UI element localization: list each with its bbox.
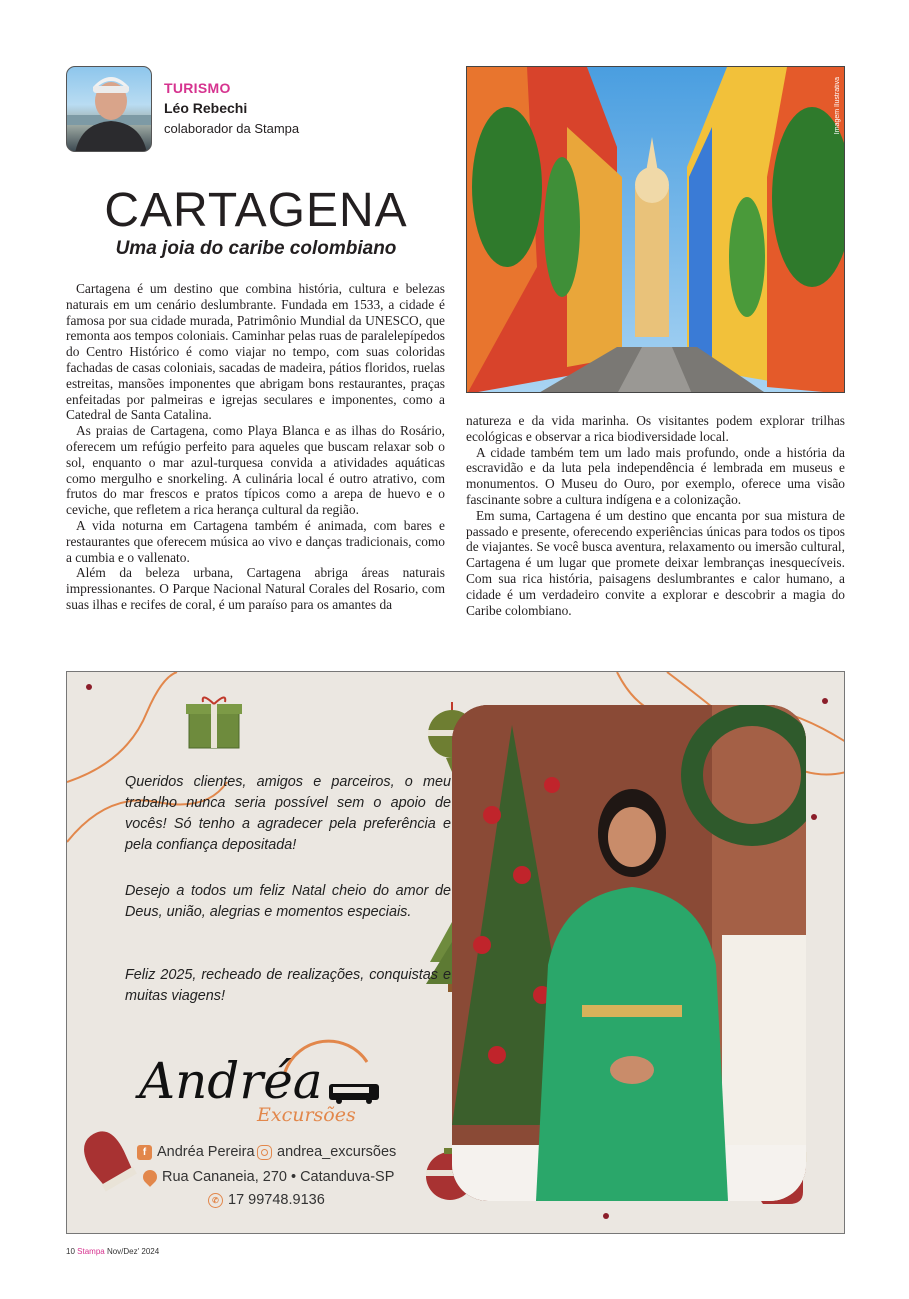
- paragraph: natureza e da vida marinha. Os visitantes podem explorar trilhas ecológicas e observar a rica biodiversidade local.: [466, 413, 845, 444]
- decor-dot: [86, 684, 92, 690]
- ad-message-christmas: Desejo a todos um feliz Natal cheio do amor de Deus, união, alegrias e momentos especiais.: [125, 883, 451, 920]
- decor-dot: [822, 698, 828, 704]
- article-left-column: [66, 281, 445, 613]
- instagram-handle: andrea_excursões: [277, 1144, 397, 1160]
- ad-message-new-year: Feliz 2025, recheado de realizações, conquistas e muitas viagens!: [125, 967, 451, 1004]
- image-credit: Imagem Ilustrativa: [834, 77, 841, 135]
- author-name: Léo Rebechi: [164, 100, 248, 116]
- brand-logo-subtitle: Excursões: [257, 1104, 356, 1126]
- paragraph: As praias de Cartagena, como Playa Blanca e as ilhas do Rosário, oferecem um refúgio perfeito para aqueles que buscam relaxar sob o sol, enquanto o mar azul-turquesa convida a atividades aquáticas como mergulho e snorkeling. A culinária local é outro atrativo, com frutos do mar frescos e pratos típicos como a arepa de huevo e o ceviche, que refletem a rica herança cultural da região.: [66, 423, 445, 518]
- street-illustration-icon: [467, 67, 845, 393]
- portrait-illustration-icon: [452, 705, 806, 1201]
- cartagena-street-photo: [466, 66, 845, 393]
- address-text: Rua Cananeia, 270 • Catanduva-SP: [162, 1169, 395, 1185]
- andrea-portrait-photo: [452, 705, 806, 1201]
- author-photo: [66, 66, 152, 152]
- location-pin-icon: [140, 1167, 160, 1187]
- instagram-contact[interactable]: [257, 1144, 396, 1160]
- decor-dot: [603, 1213, 609, 1219]
- paragraph: Cartagena é um destino que combina história, cultura e belezas naturais em um cenário deslumbrante. Fundada em 1533, a cidade é famosa por sua cidade murada, Patrimônio Mundial da UNESCO, que remonta aos tempos coloniais. Caminhar pelas ruas de paralelepípedos do Centro Histórico é como viajar no tempo, com suas coloridas fachadas de casas coloniais, sacadas de madeira, pátios floridos, ruelas estreitas, mansões imponentes que abrigam bons restaurantes, praças enfeitadas por palmeiras e igrejas seculares e imponentes, como a Catedral de Santa Catalina.: [66, 281, 445, 423]
- page-number: 10: [66, 1247, 75, 1256]
- ad-message-thanks: Queridos clientes, amigos e parceiros, o meu trabalho nunca seria possível sem o apoio de vocês! Só tenho a agradecer pela preferência e pela confiança depositada!: [125, 774, 451, 853]
- magazine-brand: Stampa: [77, 1247, 105, 1256]
- paragraph: Além da beleza urbana, Cartagena abriga áreas naturais impressionantes. O Parque Nacional Natural Corales del Rosario, com suas ilhas e recifes de coral, é um paraíso para os amantes da: [66, 565, 445, 612]
- paragraph: A cidade também tem um lado mais profundo, onde a história da escravidão e da luta pela independência é lembrada em museus e monumentos. O Museu do Ouro, por exemplo, oferece uma visão fascinante sobre a cultura indígena e a colonização.: [466, 444, 845, 507]
- issue-date: Nov/Dez' 2024: [106, 1247, 160, 1256]
- phone-number: 17 99748.9136: [228, 1192, 325, 1208]
- facebook-contact[interactable]: [137, 1144, 255, 1160]
- article-subtitle: Uma joia do caribe colombiano: [115, 238, 397, 259]
- address-contact: [143, 1169, 394, 1185]
- christmas-ad: [66, 671, 845, 1234]
- brand-logo-name: Andréa: [139, 1052, 323, 1110]
- phone-contact[interactable]: [208, 1192, 325, 1208]
- instagram-icon: [257, 1145, 272, 1160]
- article-title: CARTAGENA: [104, 184, 408, 237]
- decor-dot: [811, 814, 817, 820]
- article-right-column: [466, 413, 845, 618]
- facebook-name: Andréa Pereira: [157, 1144, 255, 1160]
- page-footer: [66, 1247, 159, 1256]
- author-portrait-icon: [67, 67, 152, 152]
- paragraph: Em suma, Cartagena é um destino que encanta por sua mistura de passado e presente, oferecendo experiências únicas para todos os tipos de viajantes. Se você busca aventura, relaxamento ou imersão cultural, Cartagena é um lugar que promete deixar lembranças inesquecíveis. Com sua rica história, paisagens deslumbrantes e calor humano, a cidade é um verdadeiro convite a explorar e descobrir a magia do Caribe colombiano.: [466, 507, 845, 618]
- paragraph: A vida noturna em Cartagena também é animada, com bares e restaurantes que oferecem música ao vivo e danças tradicionais, como a cumbia e o vallenato.: [66, 517, 445, 565]
- section-label: TURISMO: [164, 80, 231, 96]
- whatsapp-icon: ✆: [208, 1193, 223, 1208]
- author-role: colaborador da Stampa: [164, 121, 300, 136]
- facebook-icon: f: [137, 1145, 152, 1160]
